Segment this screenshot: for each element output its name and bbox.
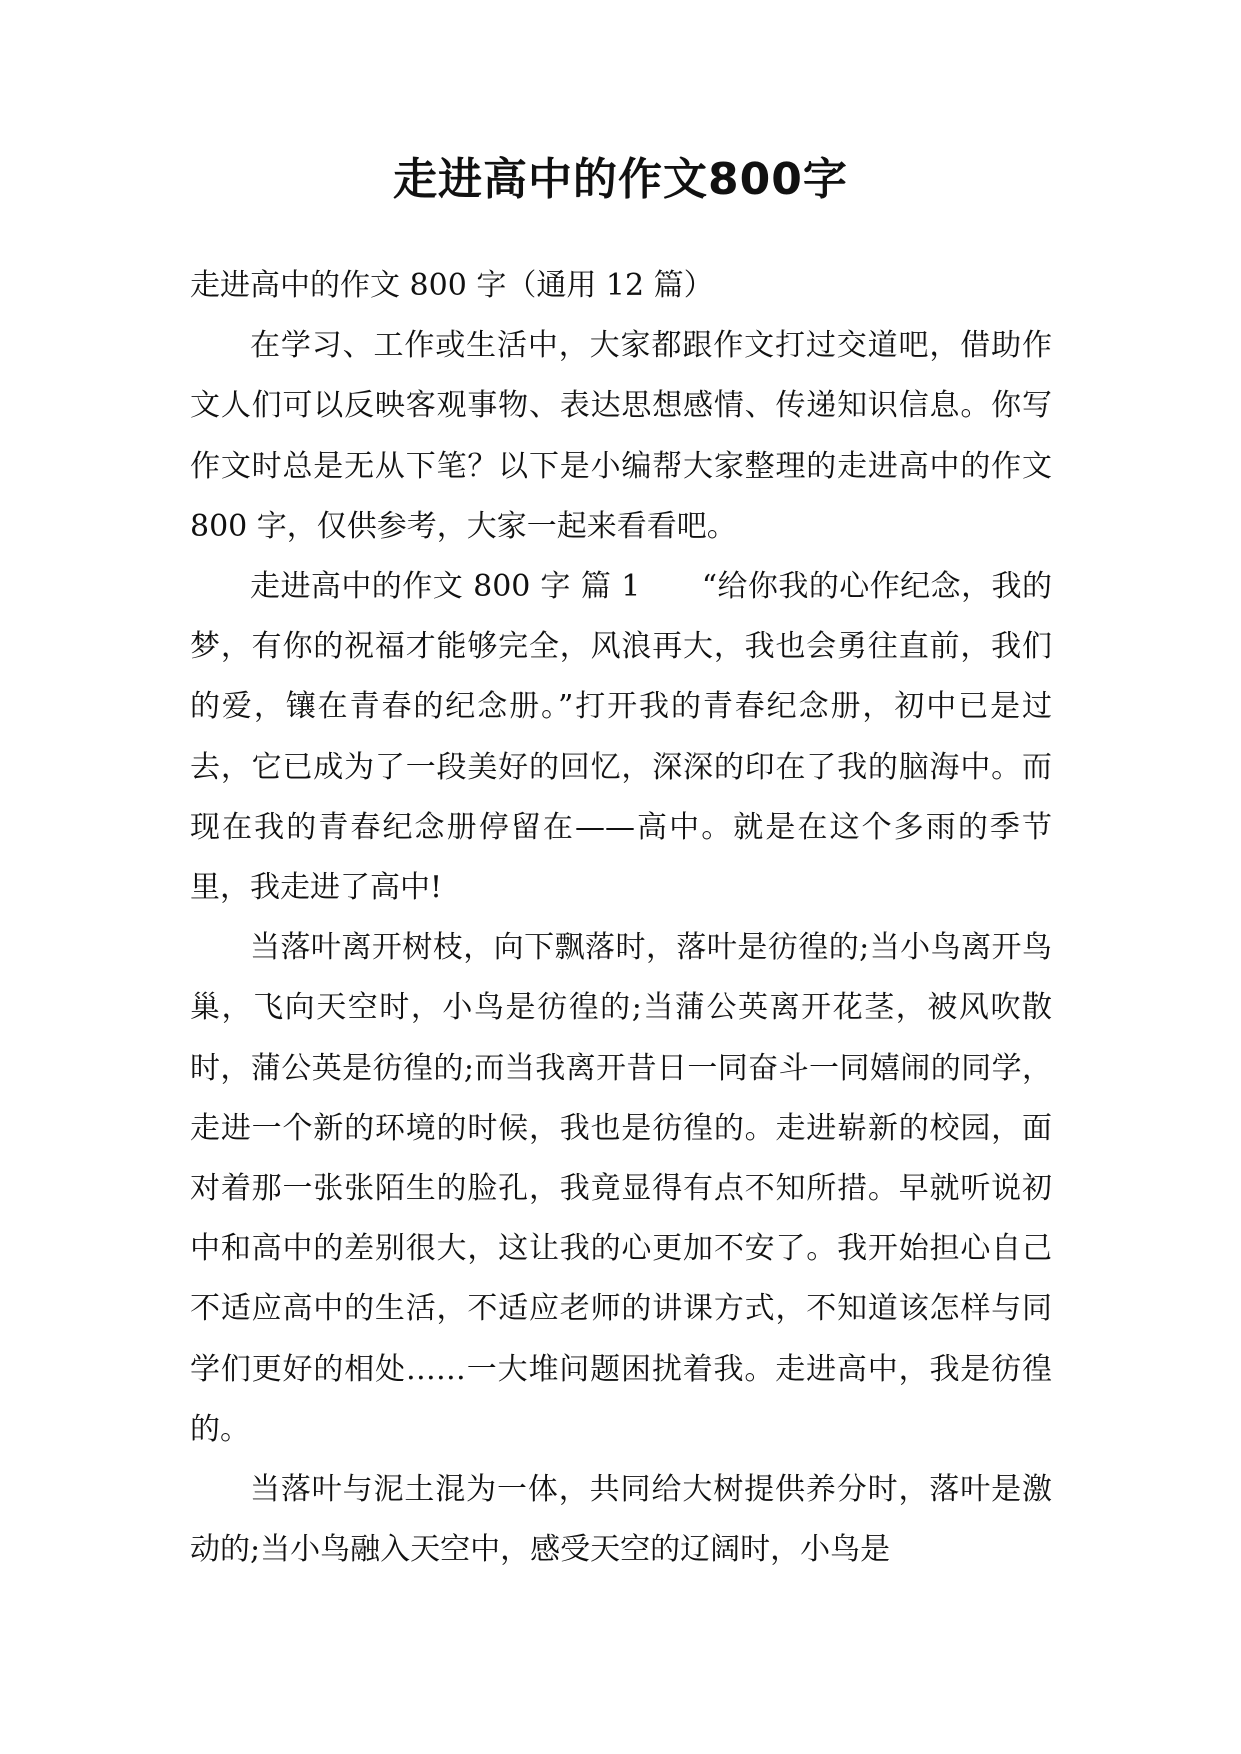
paragraph-essay-1-opening: 走进高中的作文 800 字 篇 1 “给你我的心作纪念，我的梦，有你的祝福才能够完全，风浪再大，我也会勇往直前，我们的爱，镶在青春的纪念册。”打开我的青春纪念册，初中已是过去，它已成为了一段美好的回忆，深深的印在了我的脑海中。而现在我的青春纪念册停留在——高中。就是在这个多雨的季节里，我走进了高中! (190, 569, 1052, 906)
paragraph-intro: 在学习、工作或生活中，大家都跟作文打过交道吧，借助作文人们可以反映客观事物、表达思想感情、传递知识信息。你写作文时总是无从下笔？以下是小编帮大家整理的走进高中的作文 800 字，仅供参考，大家一起来看看吧。 (190, 328, 1052, 544)
paragraph-excitement: 当落叶与泥土混为一体，共同给大树提供养分时，落叶是激动的;当小鸟融入天空中，感受天空的辽阔时，小鸟是 (190, 1472, 1052, 1568)
document-subtitle: 走进高中的作文 800 字（通用 12 篇） (190, 268, 714, 303)
paragraph-hesitation: 当落叶离开树枝，向下飘落时，落叶是彷徨的;当小鸟离开鸟巢，飞向天空时，小鸟是彷徨的;当蒲公英离开花茎，被风吹散时，蒲公英是彷徨的;而当我离开昔日一同奋斗一同嬉闹的同学，走进一个新的环境的时候，我也是彷徨的。走进崭新的校园，面对着那一张张陌生的脸孔，我竟显得有点不知所措。早就听说初中和高中的差别很大，这让我的心更加不安了。我开始担心自己不适应高中的生活，不适应老师的讲课方式，不知道该怎样与同学们更好的相处……一大堆问题困扰着我。走进高中，我是彷徨的。 (190, 930, 1052, 1447)
document-title: 走进高中的作文800字 (393, 154, 848, 205)
document-body (190, 256, 1052, 1580)
